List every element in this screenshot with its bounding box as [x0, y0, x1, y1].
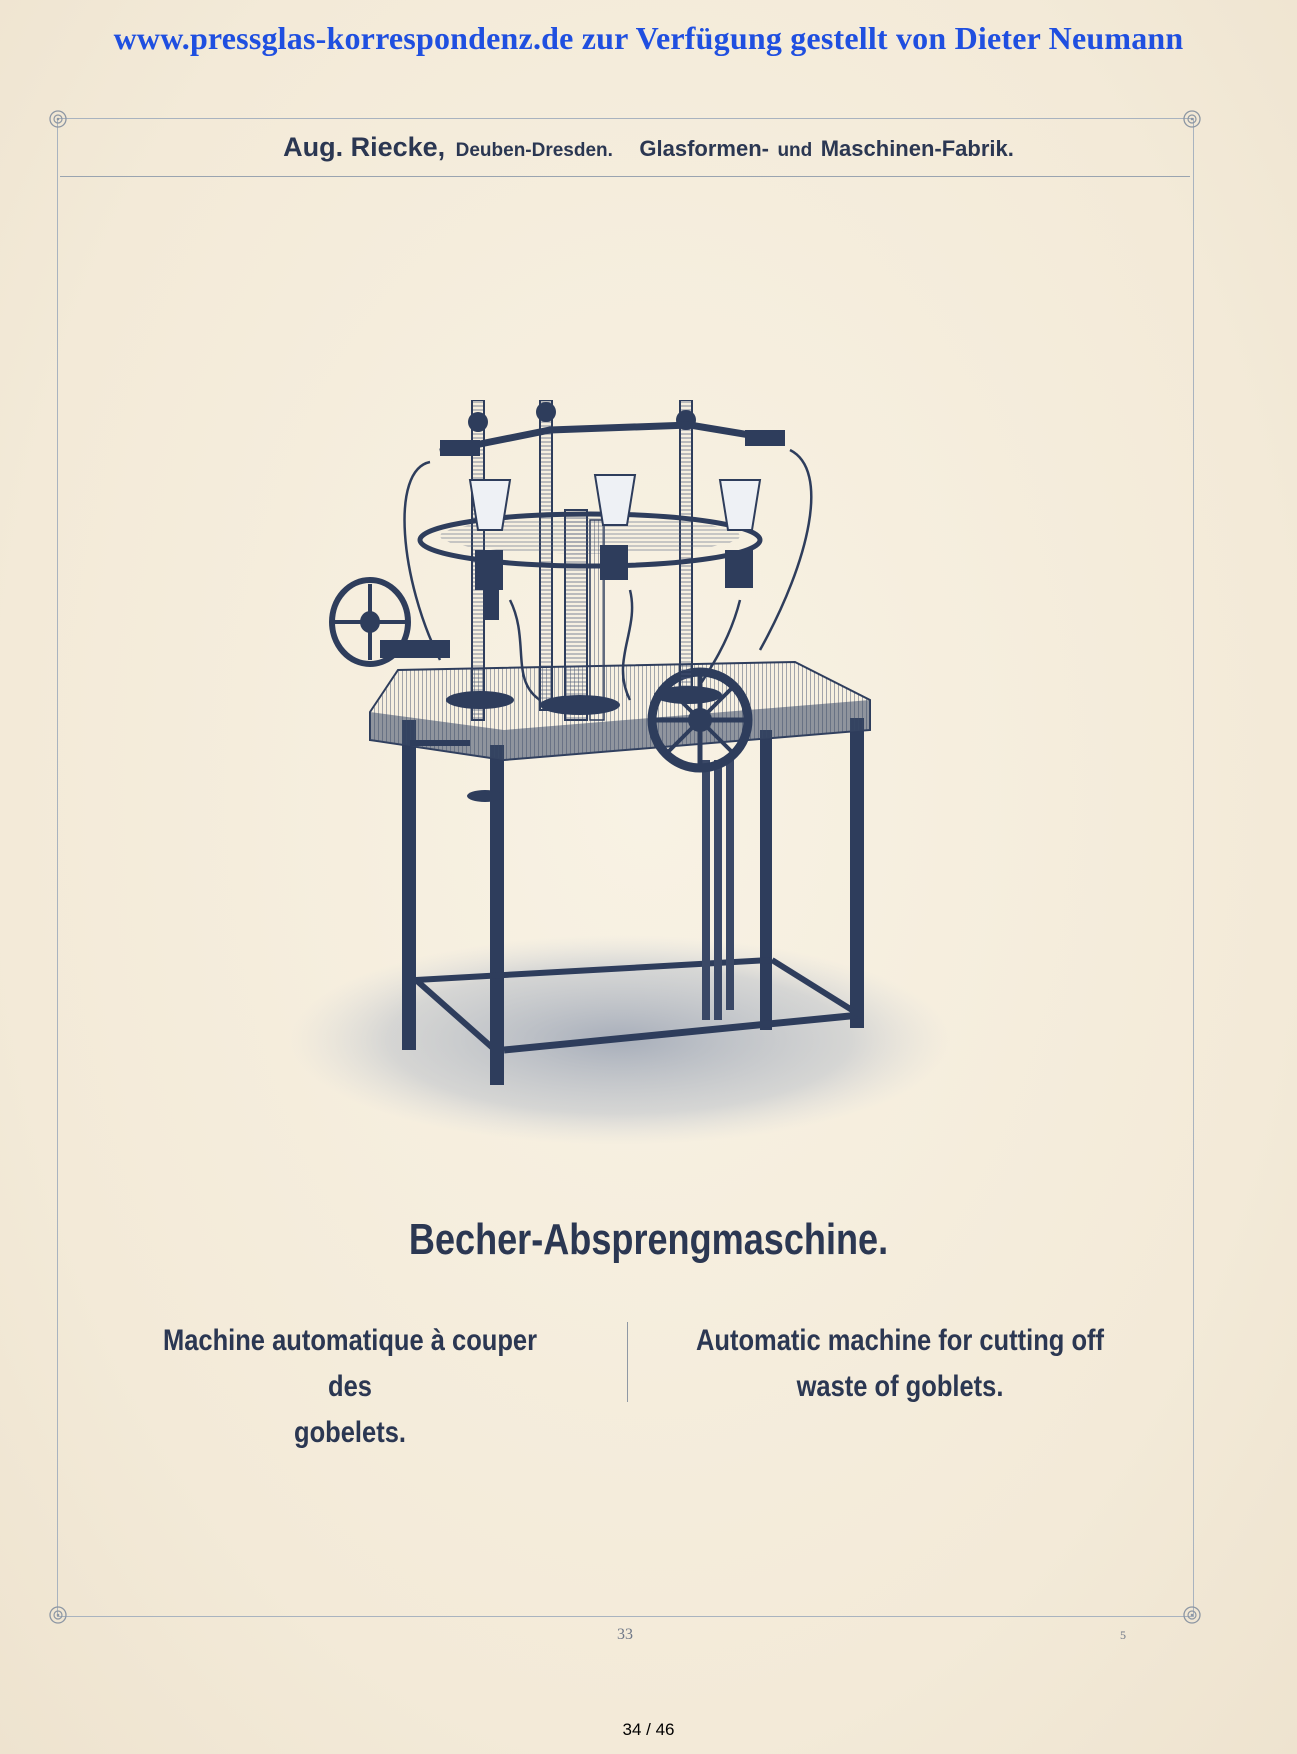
- corner-ornament-icon: [47, 1604, 69, 1626]
- machine-illustration: [290, 400, 970, 1180]
- product-1: Glasformen-: [639, 136, 769, 161]
- french-caption-line-2: gobelets.: [294, 1416, 406, 1449]
- company-name: Aug. Riecke,: [283, 132, 446, 162]
- corner-ornament-icon: [1181, 108, 1203, 130]
- header-divider: [60, 176, 1190, 177]
- watermark-url[interactable]: www.pressglas-korrespondenz.de zur Verfügung gestellt von Dieter Neumann: [113, 20, 1184, 56]
- location-2: Dresden.: [531, 140, 613, 161]
- machine-title: Becher-Absprengmaschine.: [408, 1215, 889, 1264]
- french-caption: [105, 1318, 595, 1456]
- connector-word: und: [777, 140, 813, 161]
- french-caption-line-1: Machine automatique à couper des: [162, 1324, 538, 1403]
- caption-divider: [627, 1322, 628, 1402]
- location-1: Deuben-: [455, 140, 532, 161]
- product-2: Maschinen-Fabrik.: [820, 136, 1014, 161]
- english-caption-line-2: waste of goblets.: [796, 1370, 1004, 1403]
- corner-ornament-icon: [47, 108, 69, 130]
- pdf-page-indicator: 34 / 46: [622, 1720, 675, 1739]
- page-number: 33: [617, 1626, 633, 1643]
- english-caption: [655, 1318, 1145, 1410]
- corner-ornament-icon: [1181, 1604, 1203, 1626]
- signature-mark: 5: [1120, 1628, 1126, 1642]
- english-caption-line-1: Automatic machine for cutting off: [696, 1324, 1104, 1357]
- letterhead: [0, 132, 1297, 163]
